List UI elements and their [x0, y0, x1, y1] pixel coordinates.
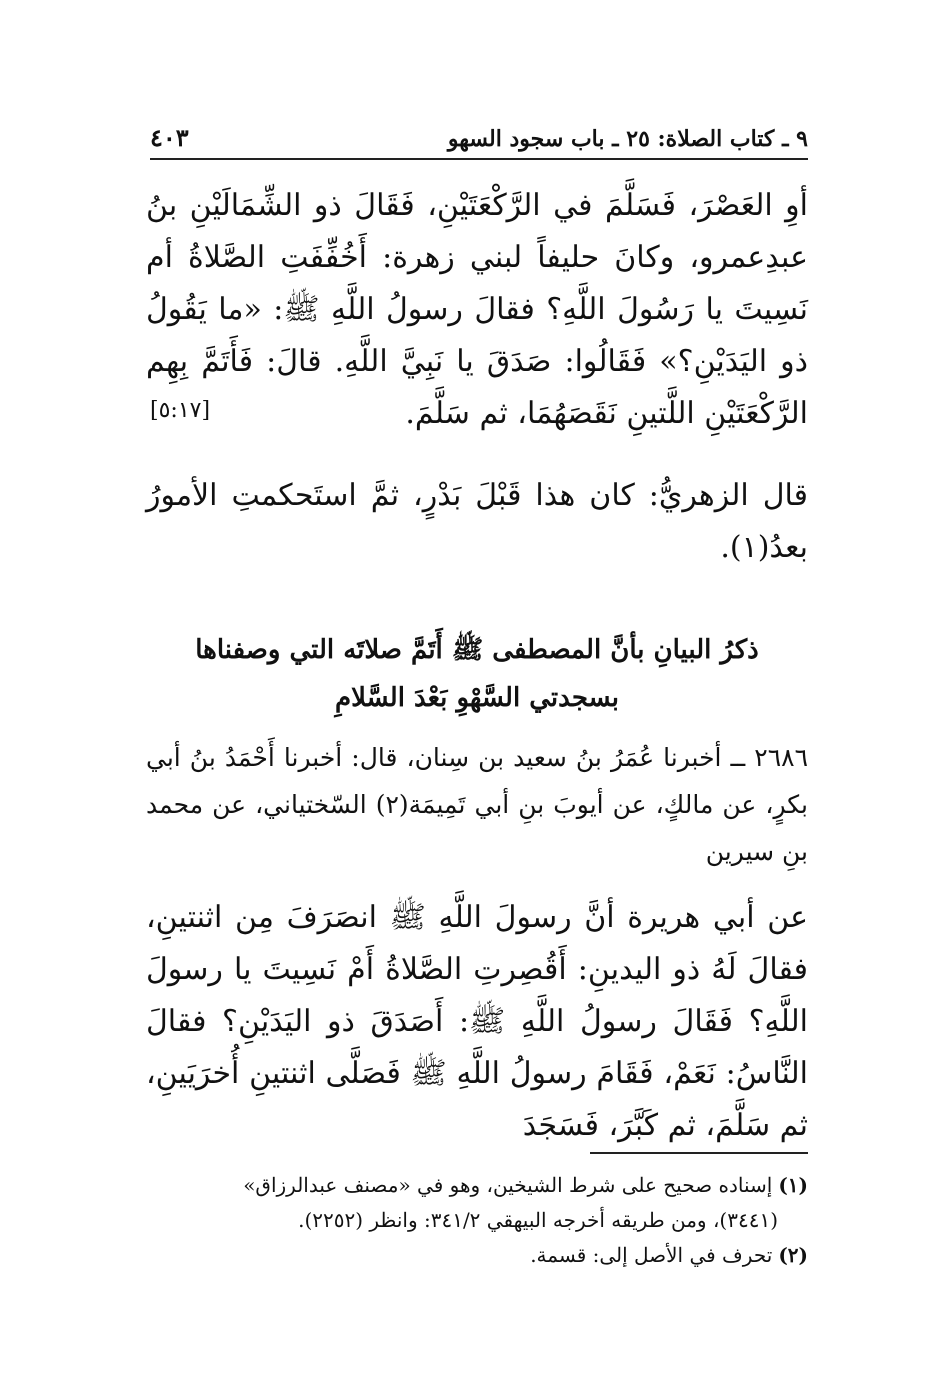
section-heading-line1: ذكرُ البيانِ بأنَّ المصطفى ﷺ أَتَمَّ صلاتَه التي وصفناها — [195, 635, 759, 665]
footnote-text: إسناده صحيح على شرط الشيخين، وهو في «مصنف عبدالرزاق» — [243, 1173, 773, 1197]
footnote-divider — [590, 1152, 808, 1154]
footnotes — [146, 1168, 808, 1273]
section-heading-line2: بسجدتي السَّهْوِ بَعْدَ السَّلامِ — [334, 683, 620, 713]
section-heading — [146, 626, 808, 722]
source-reference: [٥:١٧] — [150, 398, 211, 423]
chapter-title: ٩ ـ كتاب الصلاة: ٢٥ ـ باب سجود السهو — [447, 126, 808, 152]
footnote-number: (١) — [778, 1173, 808, 1197]
footnote-text: تحرف في الأصل إلى: قسمة. — [530, 1243, 773, 1267]
footnote-number: (٢) — [778, 1243, 808, 1267]
zuhri-comment: قال الزهريُّ: كان هذا قَبْلَ بَدْرٍ، ثمَّ استَحكمتِ الأمورُ بعدُ(١). — [146, 478, 808, 565]
footnote-text-continued: (٣٤٤١)، ومن طريقه أخرجه البيهقي ٣٤١/٢: وانظر (٢٢٥٢). — [298, 1208, 778, 1232]
isnad-chain: ٢٦٨٦ ــ أخبرنا عُمَرُ بنُ سعيد بن سِنان، قال: أخبرنا أَحْمَدُ بنُ أبي بكرٍ، عن مالكٍ، عن أيوبَ بنِ أبي تَمِيمَة(٢) السّختياني، عن محمد بنِ سيرين — [146, 743, 808, 866]
running-header — [150, 112, 808, 160]
hadith-text-continuation: أوِ العَصْرَ، فَسَلَّمَ في الرَّكْعَتَيْنِ، فَقَالَ ذو الشِّمَالَيْنِ بنُ عبدِعمرو، وكانَ حليفاً لبني زهرة: أَخُفِّفَتِ الصَّلاةُ أم نَسِيتَ يا رَسُولَ اللَّهِ؟ فقالَ رسولُ اللَّهِ ﷺ: «ما يَقُولُ ذو اليَدَيْنِ؟» فَقَالُوا: صَدَقَ يا نَبِيَّ اللَّهِ. قالَ: فَأَتَمَّ بِهِم الرَّكْعَتَيْنِ اللَّتينِ نَقَصَهُمَا، ثم سَلَّمَ. — [146, 188, 808, 431]
hadith-text: عن أبي هريرة أنَّ رسولَ اللَّهِ ﷺ انصَرَفَ مِن اثنتينِ، فقالَ لَهُ ذو اليدينِ: أَقُصِرتِ الصَّلاةُ أَمْ نَسِيتَ يا رسولَ اللَّهِ؟ فَقَالَ رسولُ اللَّهِ ﷺ: أَصَدَقَ ذو اليَدَيْنِ؟ فقالَ النَّاسُ: نَعَمْ، فَقَامَ رسولُ اللَّهِ ﷺ فَصَلَّى اثنتينِ أُخرَيَينِ، ثم سَلَّمَ، ثم كَبَّرَ، فَسَجَدَ — [146, 900, 808, 1143]
footnote-1 — [146, 1168, 808, 1238]
footnote-2 — [146, 1238, 808, 1273]
page-number: ٤٠٣ — [150, 123, 189, 152]
